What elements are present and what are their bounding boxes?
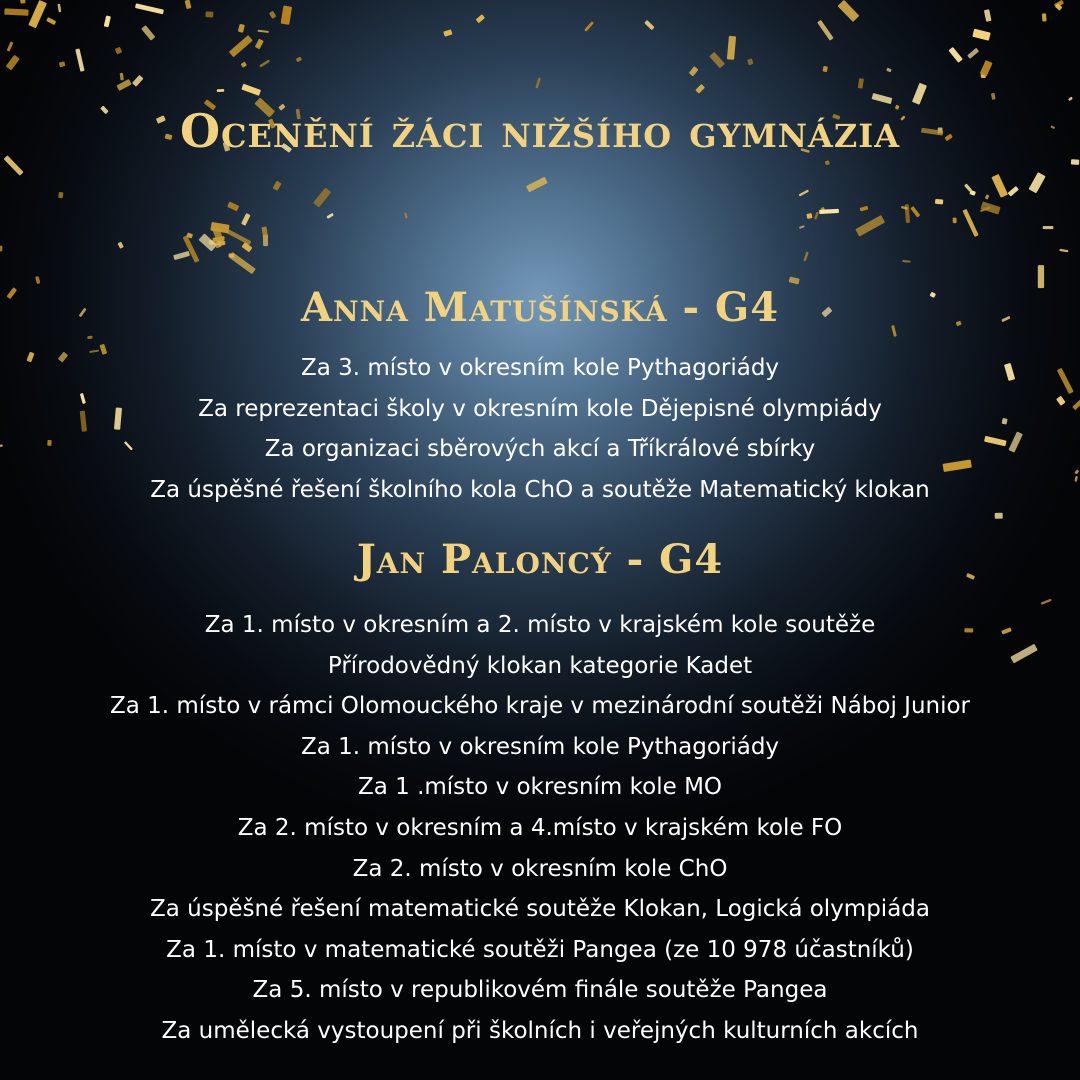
confetti-piece (984, 9, 992, 22)
confetti-piece (814, 212, 819, 220)
confetti-piece (980, 60, 993, 76)
confetti-piece (229, 252, 256, 274)
confetti-piece (104, 15, 111, 27)
confetti-piece (727, 36, 736, 60)
award-item: Za 5. místo v republikovém finále soutěže Pangea (252, 977, 828, 1004)
confetti-piece (1008, 186, 1019, 197)
confetti-piece (967, 48, 979, 59)
confetti-piece (0, 246, 2, 252)
confetti-piece (1042, 13, 1047, 21)
confetti-piece (4, 155, 24, 175)
confetti-piece (526, 177, 548, 193)
confetti-piece (132, 75, 144, 87)
confetti-piece (281, 6, 292, 25)
confetti-piece (689, 66, 699, 76)
confetti-piece (535, 77, 541, 88)
award-item: Za úspěšné řešení školního kola ChO a soutěže Matematický klokan (150, 476, 930, 503)
award-item: Za reprezentaci školy v okresním kole Dějepisné olympiády (198, 395, 882, 422)
confetti-piece (227, 201, 239, 211)
confetti-piece (1071, 159, 1079, 165)
confetti-piece (972, 29, 990, 41)
confetti-piece (1029, 172, 1046, 193)
confetti-piece (872, 93, 893, 104)
student-name-anna: Anna Matušínská - G4 (300, 284, 780, 331)
confetti-piece (995, 513, 1003, 519)
confetti-piece (991, 93, 996, 100)
confetti-piece (57, 4, 61, 13)
award-item: Za 1. místo v matematické soutěži Pangea (ze 10 978 účastníků) (166, 936, 914, 963)
confetti-piece (229, 35, 253, 57)
confetti-piece (241, 213, 250, 226)
award-item: Za úspěšné řešení matematické soutěže Klokan, Logická olympiáda (150, 896, 930, 923)
confetti-piece (825, 160, 830, 165)
confetti-piece (255, 39, 264, 50)
confetti-piece (799, 189, 810, 196)
confetti-piece (20, 0, 25, 4)
award-item: Za organizaci sběrových akcí a Tříkrálové sbírky (264, 436, 816, 463)
confetti-piece (7, 41, 14, 51)
confetti-piece (259, 60, 270, 68)
poster-title: Ocenění žáci nižšího gymnázia (179, 104, 901, 158)
confetti-piece (902, 260, 910, 263)
award-item: Za 1. místo v okresním a 2. místo v krajském kole soutěže (204, 612, 876, 638)
student-name-jan: Jan Paloncý - G4 (356, 536, 724, 583)
confetti-piece (35, 276, 40, 284)
confetti-piece (948, 47, 962, 63)
confetti-piece (1068, 97, 1073, 102)
confetti-piece (1043, 226, 1054, 229)
confetti-piece (296, 56, 302, 62)
confetti-piece (799, 225, 805, 229)
award-item: Za 2. místo v okresním a 4.místo v krajském kole FO (237, 814, 843, 841)
confetti-piece (443, 29, 452, 36)
confetti-piece (1059, 249, 1068, 253)
confetti-piece (822, 66, 827, 72)
confetti-piece (953, 218, 957, 224)
confetti-piece (817, 20, 834, 41)
confetti-piece (241, 84, 261, 96)
award-item: Za 3. místo v okresním kole Pythagoriády (300, 355, 780, 381)
confetti-piece (838, 0, 860, 22)
confetti-piece (803, 251, 808, 261)
confetti-piece (59, 61, 66, 67)
award-list-anna (0, 348, 1080, 510)
award-item: Za umělecká vystoupení při školních i veřejných kulturních akcích (161, 1017, 919, 1044)
confetti-piece (476, 14, 485, 23)
confetti-piece (886, 68, 892, 73)
confetti-piece (241, 62, 247, 68)
confetti-piece (584, 21, 594, 32)
confetti-piece (117, 242, 123, 249)
confetti-piece (860, 206, 869, 212)
award-item: Přírodovědný klokan kategorie Kadet (327, 652, 753, 679)
confetti-piece (28, 0, 47, 28)
confetti-piece (709, 52, 725, 68)
confetti-piece (116, 79, 131, 91)
confetti-piece (806, 213, 812, 219)
confetti-piece (261, 226, 268, 238)
confetti-piece (313, 188, 331, 208)
confetti-piece (747, 58, 754, 65)
award-item: Za 1. místo v rámci Olomouckého kraje v mezinárodní soutěži Náboj Junior (109, 693, 971, 720)
confetti-piece (241, 242, 252, 252)
confetti-piece (910, 206, 920, 218)
confetti-piece (183, 235, 200, 263)
confetti-piece (404, 213, 407, 219)
confetti-piece (46, 17, 56, 25)
award-item: Za 2. místo v okresním kole ChO (352, 855, 728, 882)
confetti-piece (1041, 599, 1052, 605)
confetti-piece (225, 229, 251, 246)
confetti-piece (644, 20, 654, 30)
confetti-piece (269, 11, 277, 19)
award-item: Za 1. místo v okresním kole Pythagoriády (300, 733, 780, 760)
confetti-piece (257, 30, 269, 33)
confetti-piece (985, 194, 990, 199)
confetti-piece (205, 11, 213, 17)
confetti-piece (912, 83, 927, 105)
confetti-piece (141, 25, 155, 40)
confetti-piece (185, 0, 192, 9)
confetti-piece (980, 201, 1000, 214)
confetti-piece (135, 3, 164, 14)
confetti-piece (120, 73, 124, 81)
award-item: Za 1 .místo v okresním kole MO (357, 774, 723, 801)
confetti-piece (855, 215, 885, 237)
confetti-piece (272, 181, 281, 191)
confetti-piece (217, 89, 225, 92)
confetti-piece (4, 8, 28, 16)
confetti-piece (238, 24, 245, 33)
confetti-piece (935, 199, 943, 205)
confetti-piece (58, 192, 63, 198)
confetti-piece (75, 48, 84, 71)
award-list-jan (0, 605, 1080, 1052)
confetti-piece (173, 251, 190, 260)
confetti-piece (962, 209, 978, 237)
confetti-piece (695, 84, 705, 94)
confetti-piece (991, 174, 1008, 198)
confetti-piece (858, 78, 864, 89)
confetti-piece (326, 213, 334, 219)
confetti-piece (6, 55, 20, 71)
confetti-piece (115, 47, 123, 55)
confetti-piece (87, 336, 93, 339)
